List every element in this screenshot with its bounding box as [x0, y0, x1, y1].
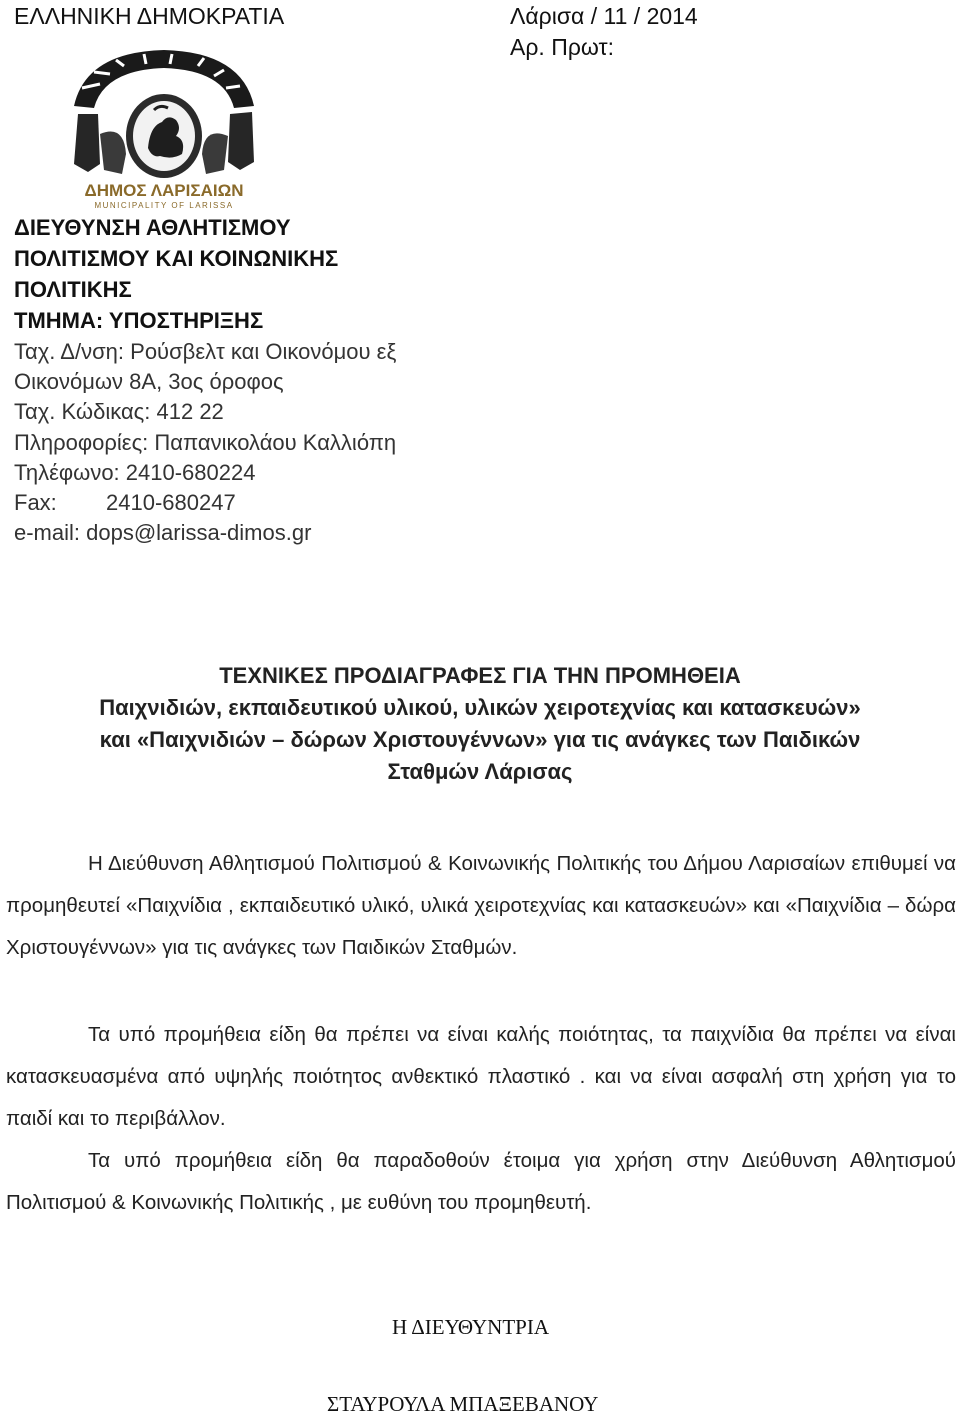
- fax-value: 2410-680247: [106, 490, 236, 516]
- department-block: [14, 212, 338, 336]
- document-date: Λάρισα / 11 / 2014: [510, 3, 698, 29]
- department-line: ΠΟΛΙΤΙΚΗΣ: [14, 277, 132, 302]
- logo-name: ΔΗΜΟΣ ΛΑΡΙΣΑΙΩΝ: [84, 181, 244, 200]
- protocol-number: Αρ. Πρωτ:: [510, 34, 615, 60]
- contact-person: Πληροφορίες: Παπανικολάου Καλλιόπη: [14, 429, 397, 455]
- title-line: Σταθμών Λάρισας: [387, 759, 573, 784]
- address-line: Οικονόμων 8Α, 3ος όροφος: [14, 369, 284, 395]
- logo-emblem-icon: [64, 44, 264, 212]
- title-line: και «Παιχνιδιών – δώρων Χριστουγέννων» για τις ανάγκες των Παιδικών: [99, 727, 861, 752]
- phone: Τηλέφωνο: 2410-680224: [14, 459, 256, 485]
- contact-block: [14, 337, 396, 548]
- state-heading: ΕΛΛΗΝΙΚΗ ΔΗΜΟΚΡΑΤΙΑ: [14, 3, 285, 29]
- title-line: ΤΕΧΝΙΚΕΣ ΠΡΟΔΙΑΓΡΑΦΕΣ ΓΙΑ ΤΗΝ ΠΡΟΜΗΘΕΙΑ: [219, 663, 741, 688]
- department-line: ΠΟΛΙΤΙΣΜΟΥ ΚΑΙ ΚΟΙΝΩΝΙΚΗΣ: [14, 246, 339, 271]
- signature-name: ΣΤΑΥΡΟΥΛΑ ΜΠΑΞΕΒΑΝΟΥ: [327, 1392, 599, 1416]
- fax-label: Fax:: [14, 490, 57, 516]
- email: e-mail: dops@larissa-dimos.gr: [14, 520, 312, 546]
- signature-role: Η ΔΙΕΥΘΥΝΤΡΙΑ: [392, 1315, 549, 1339]
- fax: [14, 488, 396, 518]
- municipality-logo: [64, 44, 264, 212]
- department-line: ΔΙΕΥΘΥΝΣΗ ΑΘΛΗΤΙΣΜΟΥ: [14, 215, 291, 240]
- body-paragraph: Η Διεύθυνση Αθλητισμού Πολιτισμού & Κοινωνικής Πολιτικής του Δήμου Λαρισαίων επιθυμεί να προμηθευτεί «Παιχνίδια , εκπαιδευτικό υλικό, υλικά χειροτεχνίας και κατασκευών» και «Παιχνίδια – δώρα Χριστουγέννων» για τις ανάγκες των Παιδικών Σταθμών.: [6, 852, 956, 959]
- body-paragraph: Τα υπό προμήθεια είδη θα παραδοθούν έτοιμα για χρήση στην Διεύθυνση Αθλητισμού Πολιτισμού & Κοινωνικής Πολιτικής , με ευθύνη του προμηθευτή.: [6, 1149, 956, 1214]
- body-paragraph: Τα υπό προμήθεια είδη θα πρέπει να είναι καλής ποιότητας, τα παιχνίδια θα πρέπει να είναι κατασκευασμένα από υψηλής ποιότητος ανθεκτικό πλαστικό . και να είναι ασφαλή στη χρήση για το παιδί και το περιβάλλον.: [6, 1023, 956, 1130]
- document-title: [0, 660, 960, 788]
- title-line: Παιχνιδιών, εκπαιδευτικού υλικού, υλικών χειροτεχνίας και κατασκευών»: [99, 695, 861, 720]
- department-line: ΤΜΗΜΑ: ΥΠΟΣΤΗΡΙΞΗΣ: [14, 308, 264, 333]
- postcode: Ταχ. Κώδικας: 412 22: [14, 399, 224, 425]
- logo-subtitle: MUNICIPALITY OF LARISSA: [94, 201, 234, 210]
- address-line: Ταχ. Δ/νση: Ρούσβελτ και Οικονόμου εξ: [14, 339, 397, 364]
